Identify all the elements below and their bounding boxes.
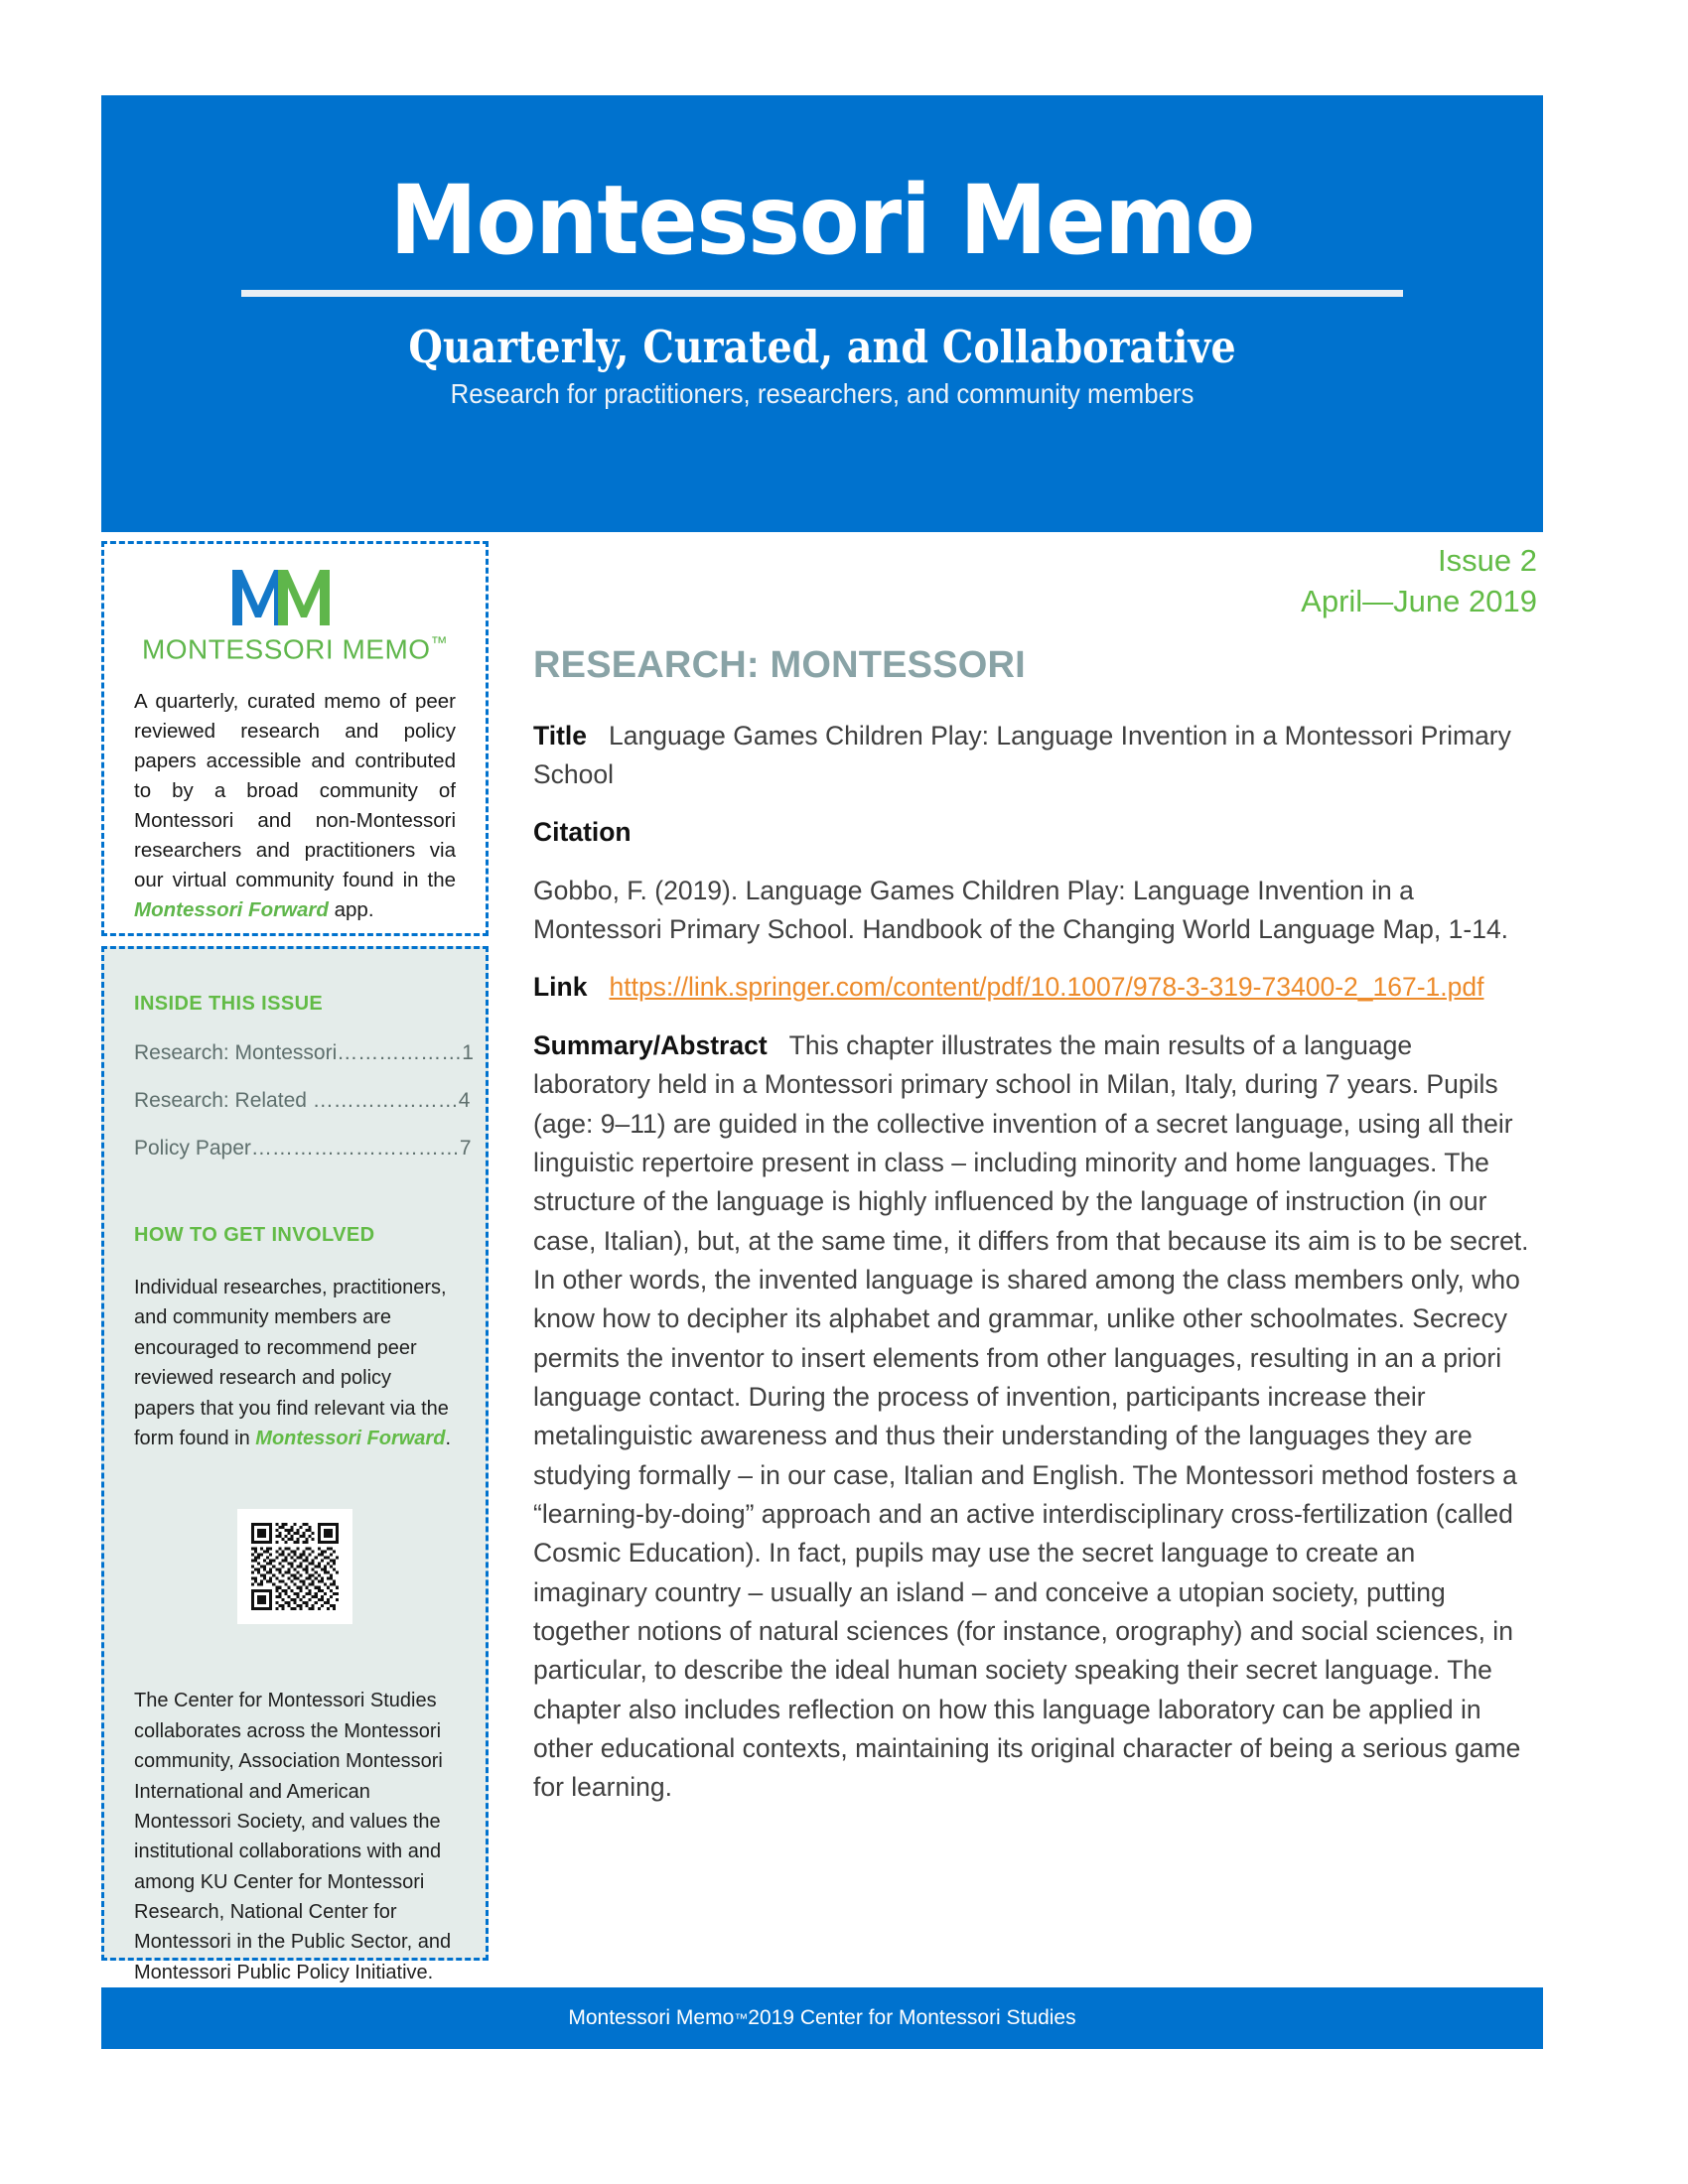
inside-this-issue-heading: INSIDE THIS ISSUE bbox=[134, 993, 324, 1015]
mm-monogram-icon bbox=[134, 566, 456, 631]
footer-text: Montessori Memo bbox=[568, 2006, 735, 2029]
toc-page: 4 bbox=[458, 1089, 471, 1112]
abstract-row bbox=[533, 1026, 1533, 1808]
toc-label: Policy Paper bbox=[134, 1137, 251, 1160]
toc-leader: ……………… bbox=[337, 1041, 463, 1064]
section-heading: RESEARCH: MONTESSORI bbox=[533, 643, 1026, 686]
qr-code-container[interactable] bbox=[134, 1509, 456, 1624]
citation-text: Gobbo, F. (2019). Language Games Children Play: Language Invention in a Montessori Primary School. Handbook of the Changing World Language Map, 1-14. bbox=[533, 875, 1509, 944]
how-to-get-involved-text bbox=[134, 1273, 456, 1453]
involved-text: Individual researches, practitioners, and community members are encouraged to recommend peer reviewed research and policy papers that you find relevant via the form found in bbox=[134, 1277, 449, 1449]
publication-subtagline: Research for practitioners, researchers, and community members bbox=[450, 378, 1195, 410]
collaboration-text: The Center for Montessori Studies collaborates across the Montessori community, Association Montessori International and American Montessori Society, and values the institutional collaborations with and among KU Center for Montessori Research, National Center for Montessori in the Public Sector, and Montessori Public Policy Initiative. bbox=[134, 1690, 452, 1983]
sidebar-logo-box bbox=[101, 541, 489, 936]
sidebar bbox=[101, 541, 489, 1983]
toc-leader: ………………………… bbox=[250, 1137, 460, 1160]
how-to-get-involved-heading: HOW TO GET INVOLVED bbox=[134, 1224, 375, 1246]
toc-entry-research-related[interactable] bbox=[134, 1089, 471, 1113]
article-title-row bbox=[533, 717, 1533, 793]
title-label: Title bbox=[533, 720, 587, 751]
qr-code-icon[interactable] bbox=[237, 1509, 352, 1624]
footer-trademark: ™ bbox=[734, 2010, 749, 2026]
main-content bbox=[513, 541, 1543, 1808]
article-block bbox=[513, 717, 1543, 1808]
publication-tagline: Quarterly, Curated, and Collaborative bbox=[408, 320, 1236, 373]
link-label: Link bbox=[533, 972, 588, 1003]
masthead-divider bbox=[241, 290, 1403, 297]
link-row bbox=[533, 968, 1533, 1007]
publication-title: Montessori Memo bbox=[389, 165, 1255, 276]
toc-label: Research: Related bbox=[134, 1089, 313, 1112]
toc-entry-research-montessori[interactable] bbox=[134, 1041, 474, 1065]
involved-tail: . bbox=[445, 1427, 451, 1449]
footer-text-tail: 2019 Center for Montessori Studies bbox=[748, 2006, 1076, 2029]
issue-number: Issue 2 bbox=[1438, 543, 1537, 578]
logo-wordmark-text: MONTESSORI MEMO bbox=[141, 633, 431, 665]
sidebar-blurb-brand: Montessori Forward bbox=[134, 897, 329, 921]
citation-label: Citation bbox=[533, 817, 632, 848]
trademark-symbol: ™ bbox=[430, 633, 449, 652]
sidebar-blurb-tail: app. bbox=[328, 897, 374, 921]
sidebar-blurb-text: A quarterly, curated memo of peer reviewed research and policy papers accessible and contributed to by a broad community of Montessori and non-Montessori researchers and practitioners via our virtual community found in the bbox=[134, 690, 456, 891]
page-body bbox=[101, 541, 1543, 1983]
citation-heading bbox=[533, 813, 1533, 852]
logo-wordmark bbox=[134, 633, 456, 665]
abstract-label: Summary/Abstract bbox=[533, 1029, 768, 1060]
sidebar-spacer bbox=[134, 1184, 456, 1224]
toc-page: 7 bbox=[459, 1137, 472, 1160]
toc-label: Research: Montessori bbox=[134, 1041, 338, 1064]
issue-date: April—June 2019 bbox=[1301, 583, 1537, 618]
page-footer bbox=[101, 1987, 1543, 2049]
article-link[interactable]: https://link.springer.com/content/pdf/10.1007/978-3-319-73400-2_167-1.pdf bbox=[609, 972, 1484, 1003]
toc-page: 1 bbox=[462, 1041, 474, 1064]
article-title: Language Games Children Play: Language Invention in a Montessori Primary School bbox=[533, 720, 1511, 789]
sidebar-blurb bbox=[134, 687, 456, 924]
involved-brand: Montessori Forward bbox=[255, 1427, 446, 1449]
masthead-banner bbox=[101, 95, 1543, 532]
toc-entry-policy-paper[interactable] bbox=[134, 1137, 472, 1160]
toc-leader: ………………… bbox=[312, 1089, 459, 1112]
abstract-text: This chapter illustrates the main results of a language laboratory held in a Montessori primary school in Milan, Italy, during 7 years. Pupils (age: 9–11) are guided in the collective invention of a secret language, using all their linguistic repertoire present in class – including minority and home languages. The structure of the language is highly influenced by the language of instruction (in our case, Italian), but, at the same time, it differs from that because its aim is to be secret. In other words, the invented language is shared among the class members only, who know how to decipher its alphabet and grammar, unlike other schoolmates. Secrecy permits the inventor to insert elements from other languages, resulting in an a priori language contact. During the process of invention, participants increase their metalinguistic awareness and thus their understanding of the languages they are studying formally – in our case, Italian and English. The Montessori method fosters a “learning-by-doing” approach and an active interdisciplinary cross-fertilization (called Cosmic Education). In fact, pupils may use the secret language to create an imaginary country – usually an island – and conceive a utopian society, putting together notions of natural sciences (for instance, orography) and social sciences, in particular, to describe the ideal human society speaking their secret language. The chapter also includes reflection on how this language laboratory can be applied in other educational contexts, maintaining its original character of being a serious game for learning. bbox=[533, 1029, 1529, 1803]
sidebar-info-box bbox=[101, 946, 489, 1983]
